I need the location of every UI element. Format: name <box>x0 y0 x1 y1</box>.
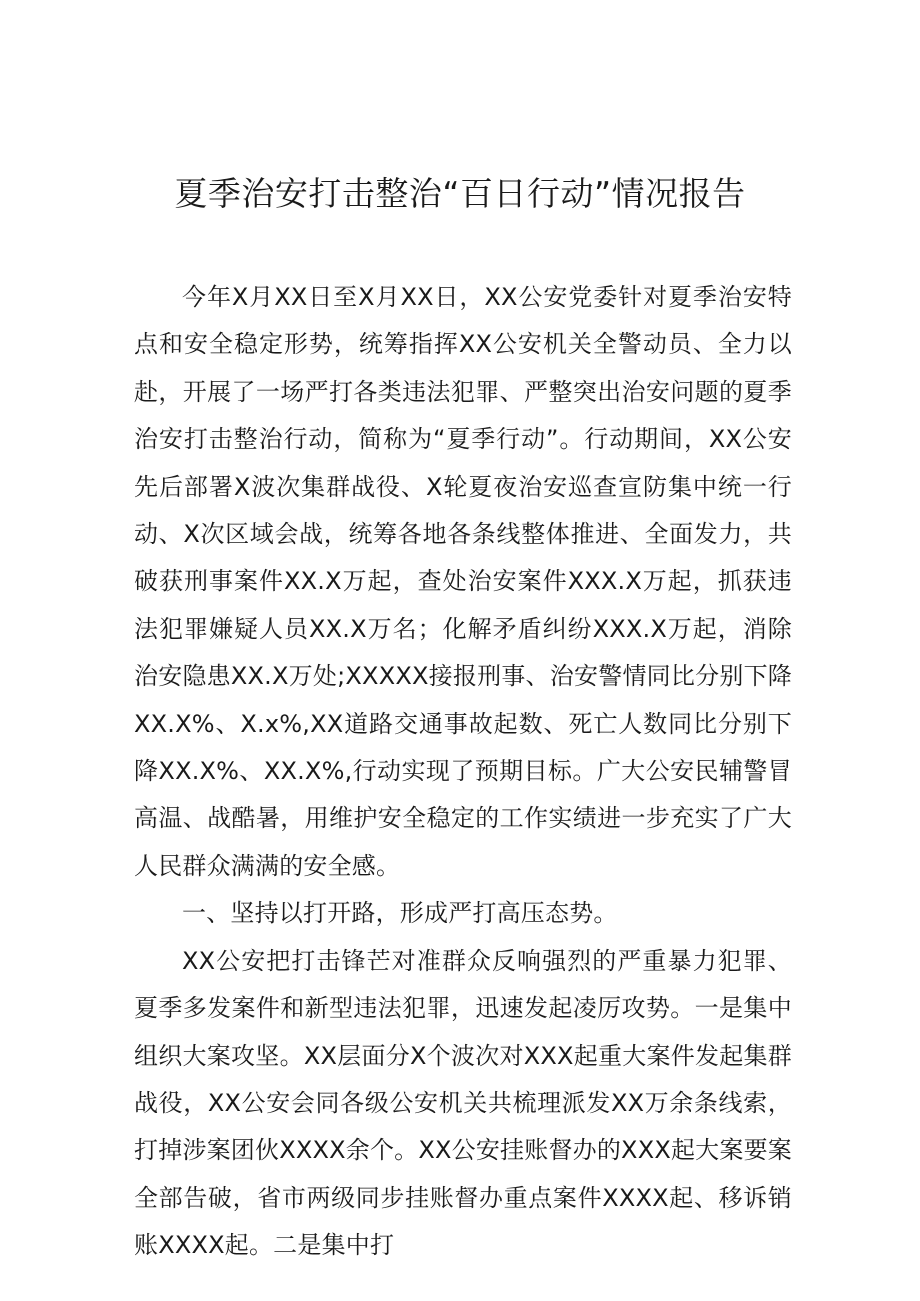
section-heading-1: 一、坚持以打开路，形成严打高压态势。 <box>182 899 618 928</box>
document-title: 夏季治安打击整治“百日行动”情况报告 <box>174 174 746 213</box>
paragraph-intro: 今年X月XX日至X月XX日，XX公安党委针对夏季治安特点和安全稳定形势，统筹指挥XX公安机关全警动员、全力以赴，开展了一场严打各类违法犯罪、严整突出治安问题的夏季治安打击整治行动，简称为“夏季行动”。行动期间，XX公安先后部署X波次集群战役、X轮夏夜治安巡查宣防集中统一行动、X次区域会战，统筹各地各条线整体推进、全面发力，共破获刑事案件XX.X万起，查处治安案件XXX.X万起，抓获违法犯罪嫌疑人员XX.X万名；化解矛盾纠纷XXX.X万起，消除治安隐患XX.X万处;XXXXX接报刑事、治安警情同比分别下降XX.X%、X.x%,XX道路交通事故起数、死亡人数同比分别下降XX.X%、XX.X%,行动实现了预期目标。广大公安民辅警冒高温、战酷暑，用维护安全稳定的工作实绩进一步充实了广大人民群众满满的安全感。 <box>134 283 792 880</box>
paragraph-section-1: XX公安把打击锋芒对准群众反响强烈的严重暴力犯罪、夏季多发案件和新型违法犯罪，迅速发起凌厉攻势。一是集中组织大案攻坚。XX层面分X个波次对XXX起重大案件发起集群战役，XX公安会同各级公安机关共梳理派发XX万余条线索，打掉涉案团伙XXXX余个。XX公安挂账督办的XXX起大案要案全部告破，省市两级同步挂账督办重点案件XXXX起、移诉销账XXXX起。二是集中打 <box>134 946 792 1260</box>
document-body <box>134 274 792 1270</box>
